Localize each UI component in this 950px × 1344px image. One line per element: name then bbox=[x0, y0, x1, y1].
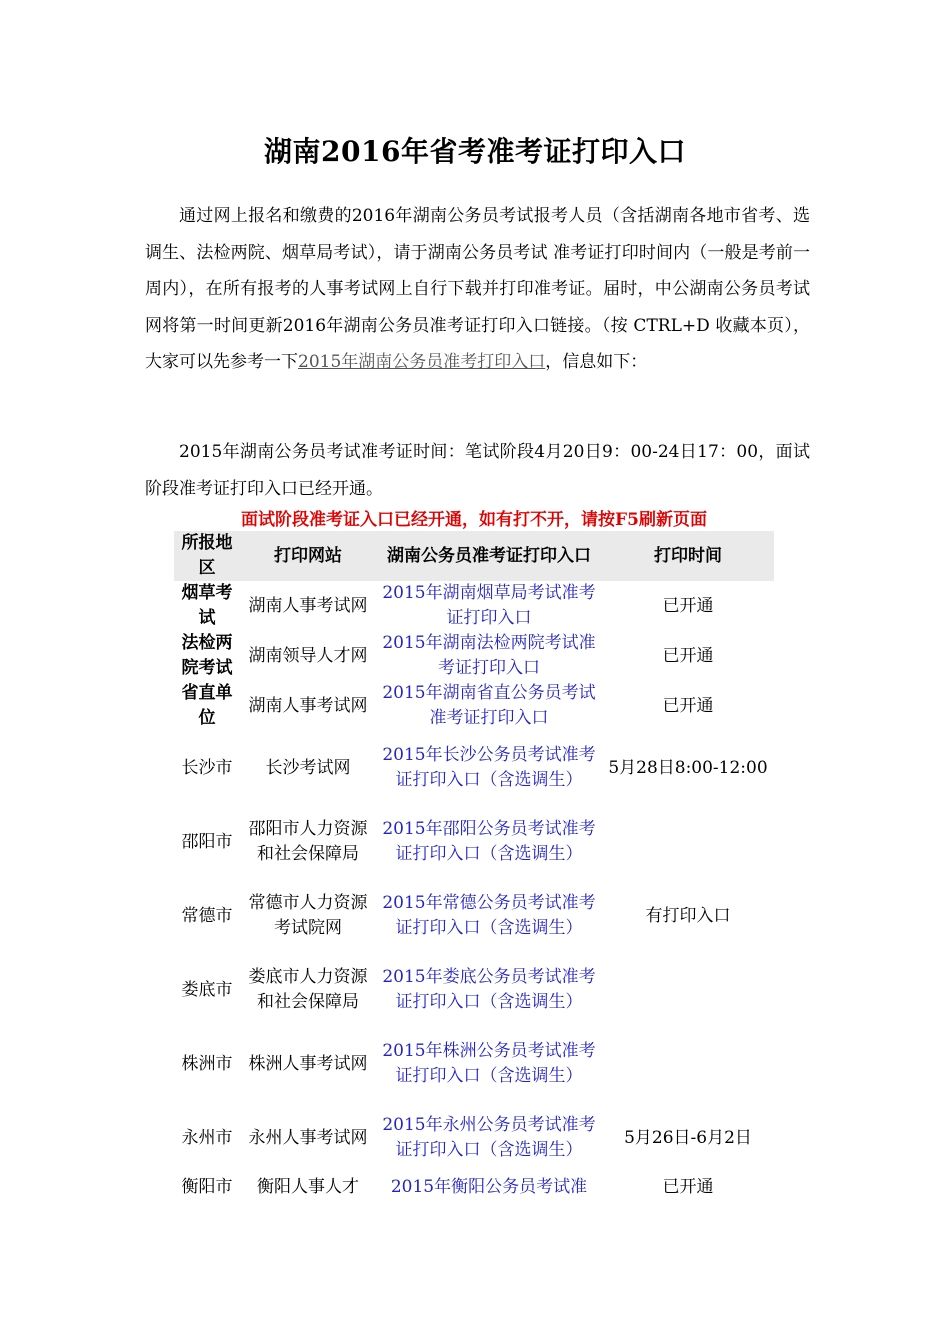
page-title: 湖南2016年省考准考证打印入口 bbox=[264, 135, 686, 168]
table-row bbox=[174, 581, 774, 631]
row-site: 株洲人事考试网 bbox=[248, 1053, 368, 1074]
row-time: 已开通 bbox=[662, 595, 714, 616]
row-time bbox=[602, 953, 774, 1027]
intro-text: 通过网上报名和缴费的2016年湖南公务员考试报考人员（含括湖南各地市省考、选调生、法检两院、烟草局考试），请于湖南公务员考试 准考证打印时间内（一般是考前一周内），在所有报考的人事考试网上自行下载并打印准考证。届时，中公湖南公务员考试网将第一时间更新2016年湖南公务员准考证打印入口链接。（按 CTRL+D 收藏本页），大家可以先参考一下 bbox=[145, 206, 810, 372]
table-row bbox=[174, 731, 774, 805]
header-time: 打印时间 bbox=[602, 531, 774, 581]
row-portal-link[interactable]: 2015年邵阳公务员考试准考证打印入口（含选调生） bbox=[382, 819, 596, 864]
row-portal-link[interactable]: 2015年永州公务员考试准考证打印入口（含选调生） bbox=[382, 1115, 596, 1160]
row-region: 长沙市 bbox=[181, 757, 233, 778]
table-row bbox=[174, 681, 774, 731]
row-time: 5月26日-6月2日 bbox=[624, 1127, 752, 1148]
row-site: 湖南人事考试网 bbox=[248, 595, 368, 616]
row-region: 株洲市 bbox=[181, 1053, 233, 1074]
row-site: 衡阳人事人才 bbox=[257, 1177, 359, 1197]
row-site: 常德市人力资源考试院网 bbox=[248, 893, 368, 938]
row-portal-link[interactable]: 2015年湖南法检两院考试准考证打印入口 bbox=[382, 633, 596, 678]
table-row bbox=[174, 879, 774, 953]
row-portal-link[interactable]: 2015年湖南省直公务员考试准考证打印入口 bbox=[382, 683, 596, 728]
intro-paragraph bbox=[145, 198, 810, 381]
header-portal: 湖南公务员准考证打印入口 bbox=[376, 531, 602, 581]
reference-link[interactable]: 2015年湖南公务员准考打印入口 bbox=[298, 352, 546, 372]
row-site: 永州人事考试网 bbox=[248, 1127, 368, 1148]
row-portal-link[interactable]: 2015年湖南烟草局考试准考证打印入口 bbox=[382, 583, 596, 628]
row-region: 衡阳市 bbox=[181, 1177, 233, 1197]
header-region: 所报地区 bbox=[174, 531, 240, 581]
table-row bbox=[174, 1175, 774, 1200]
row-portal-link[interactable]: 2015年株洲公务员考试准考证打印入口（含选调生） bbox=[382, 1041, 596, 1086]
row-portal-link[interactable]: 2015年长沙公务员考试准考证打印入口（含选调生） bbox=[382, 745, 596, 790]
table-row bbox=[174, 1027, 774, 1101]
row-region: 永州市 bbox=[181, 1127, 233, 1148]
row-portal-link[interactable]: 2015年娄底公务员考试准考证打印入口（含选调生） bbox=[382, 967, 596, 1012]
row-time: 5月28日8:00-12:00 bbox=[608, 757, 768, 778]
row-region: 常德市 bbox=[181, 905, 233, 926]
row-site: 长沙考试网 bbox=[265, 757, 351, 778]
row-portal-link[interactable]: 2015年衡阳公务员考试准 bbox=[390, 1177, 588, 1197]
table-row bbox=[174, 1101, 774, 1175]
row-site: 湖南人事考试网 bbox=[248, 695, 368, 716]
row-region: 娄底市 bbox=[181, 979, 233, 1000]
schedule-paragraph: 2015年湖南公务员考试准考证时间：笔试阶段4月20日9：00-24日17：00，面试阶段准考证打印入口已经开通。 bbox=[145, 442, 810, 499]
table-row bbox=[174, 631, 774, 681]
row-region: 邵阳市 bbox=[181, 831, 233, 852]
row-time: 有打印入口 bbox=[645, 905, 731, 926]
table-row bbox=[174, 953, 774, 1027]
table-header-row bbox=[174, 531, 774, 581]
intro-tail: ，信息如下： bbox=[545, 352, 648, 372]
row-portal-link[interactable]: 2015年常德公务员考试准考证打印入口（含选调生） bbox=[382, 893, 596, 938]
row-site: 娄底市人力资源和社会保障局 bbox=[248, 967, 368, 1012]
notice-text: 面试阶段准考证入口已经开通，如有打不开，请按F5刷新页面 bbox=[241, 510, 707, 530]
table-row bbox=[174, 805, 774, 879]
row-time: 已开通 bbox=[662, 645, 714, 666]
admission-ticket-table bbox=[174, 531, 774, 1200]
row-time: 已开通 bbox=[662, 1177, 714, 1197]
row-region: 省直单位 bbox=[181, 683, 233, 728]
row-time bbox=[602, 805, 774, 879]
row-time bbox=[602, 1027, 774, 1101]
row-site: 邵阳市人力资源和社会保障局 bbox=[248, 819, 368, 864]
row-region: 法检两院考试 bbox=[181, 633, 233, 678]
row-region: 烟草考试 bbox=[181, 583, 233, 628]
row-time: 已开通 bbox=[662, 695, 714, 716]
row-site: 湖南领导人才网 bbox=[248, 645, 368, 666]
header-site: 打印网站 bbox=[240, 531, 376, 581]
